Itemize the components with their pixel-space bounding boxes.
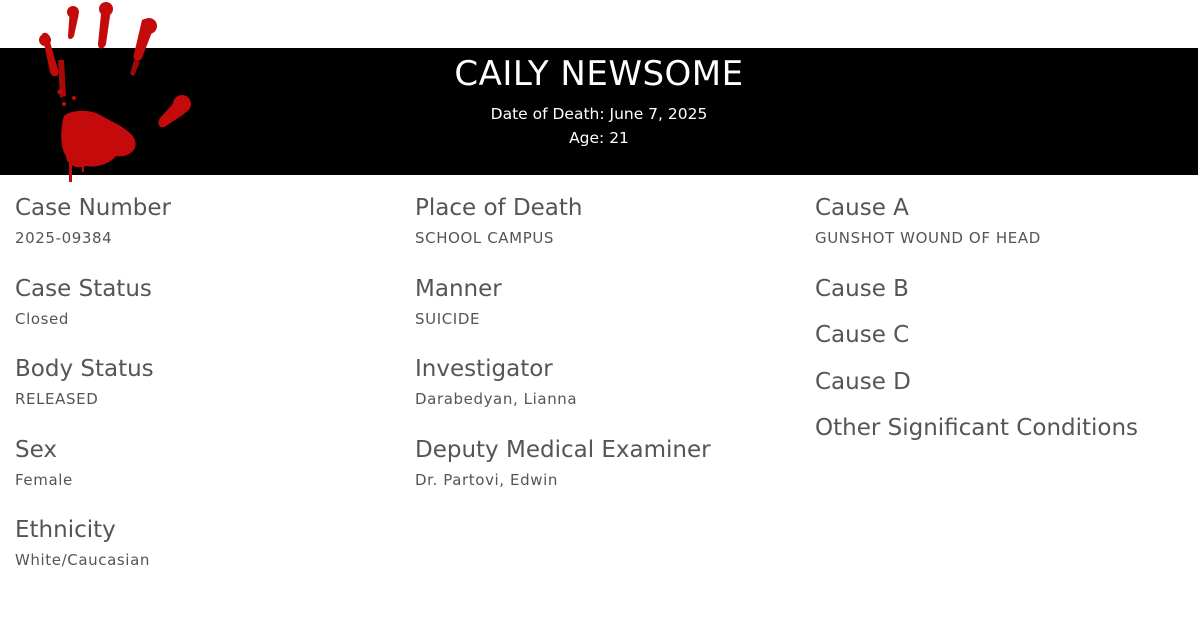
place-of-death-label: Place of Death (415, 195, 583, 221)
deputy-medical-examiner-field (415, 434, 795, 515)
investigator-label: Investigator (415, 356, 553, 382)
ethnicity-label: Ethnicity (15, 517, 116, 543)
manner-field (415, 273, 795, 354)
case-number-label: Case Number (15, 195, 171, 221)
deputy-medical-examiner-label: Deputy Medical Examiner (415, 436, 711, 463)
cause-d-field (815, 366, 1195, 413)
body-status-value: RELEASED (15, 390, 99, 408)
info-column-3 (815, 192, 1195, 459)
investigator-value: Darabedyan, Lianna (415, 390, 578, 408)
body-status-field (15, 353, 395, 434)
ethnicity-field (15, 514, 395, 595)
investigator-field (415, 353, 795, 434)
place-of-death-value: SCHOOL CAMPUS (415, 229, 555, 247)
cause-a-value: GUNSHOT WOUND OF HEAD (815, 229, 1041, 247)
case-number-value: 2025-09384 (15, 229, 113, 247)
other-significant-conditions-label: Other Significant Conditions (815, 415, 1139, 441)
cause-d-label: Cause D (815, 368, 911, 395)
decedent-name: CAILY NEWSOME (454, 54, 744, 94)
cause-b-label: Cause B (815, 275, 909, 302)
deputy-medical-examiner-value: Dr. Partovi, Edwin (415, 470, 558, 489)
sex-label: Sex (15, 436, 57, 463)
info-column-2 (415, 192, 795, 514)
body-status-label: Body Status (15, 356, 154, 382)
cause-a-field (815, 192, 1195, 273)
case-status-value: Closed (15, 309, 69, 328)
bloody-handprint-icon (30, 0, 200, 185)
manner-label: Manner (415, 275, 502, 302)
ethnicity-value: White/Caucasian (15, 551, 150, 569)
sex-field (15, 434, 395, 515)
case-status-label: Case Status (15, 275, 152, 302)
sex-value: Female (15, 470, 73, 489)
case-number-field (15, 192, 395, 273)
cause-b-field (815, 273, 1195, 320)
place-of-death-field (415, 192, 795, 273)
other-significant-conditions-field (815, 412, 1195, 459)
age: Age: 21 (569, 129, 629, 147)
manner-value: SUICIDE (415, 309, 481, 328)
case-status-field (15, 273, 395, 354)
cause-c-label: Cause C (815, 322, 910, 348)
date-of-death: Date of Death: June 7, 2025 (490, 105, 708, 123)
info-column-1 (15, 192, 395, 595)
cause-a-label: Cause A (815, 195, 909, 221)
cause-c-field (815, 319, 1195, 366)
